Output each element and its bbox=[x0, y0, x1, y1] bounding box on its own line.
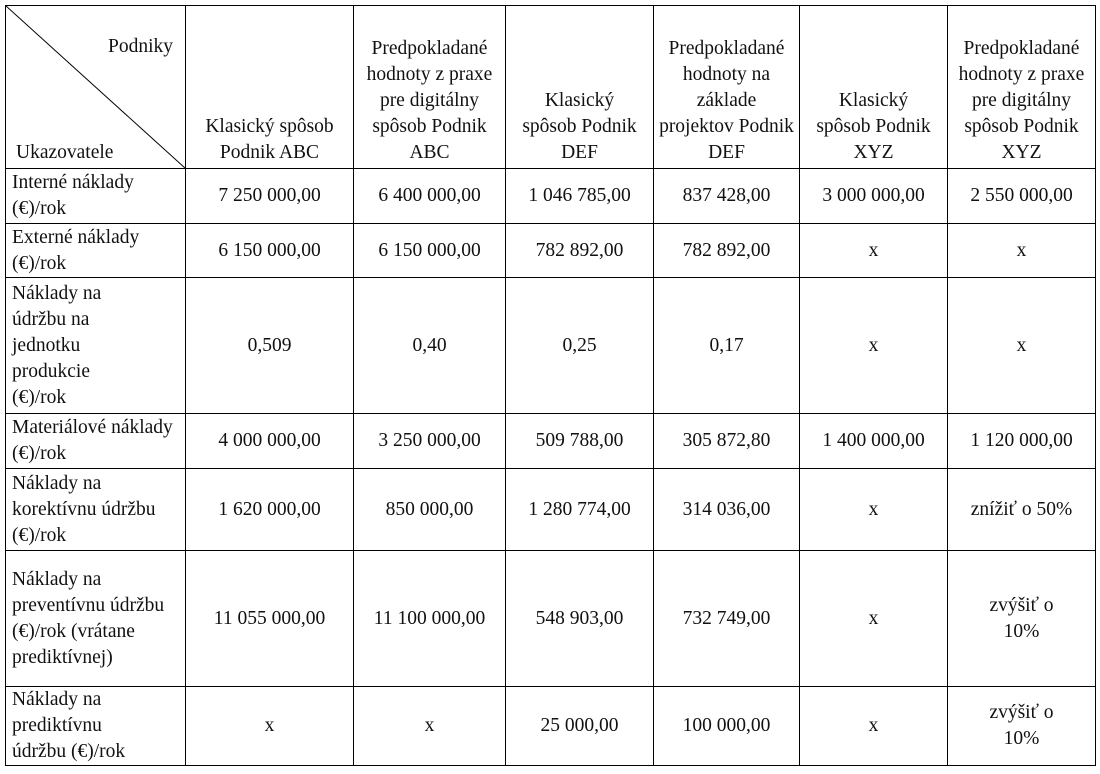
table-cell: 548 903,00 bbox=[506, 551, 654, 687]
table-cell: 6 150 000,00 bbox=[354, 224, 506, 278]
corner-label-indicators: Ukazovatele bbox=[16, 142, 114, 163]
table-cell: 305 872,80 bbox=[654, 414, 800, 469]
table-cell: 0,17 bbox=[654, 278, 800, 414]
corner-cell bbox=[6, 6, 186, 169]
table-cell: 4 000 000,00 bbox=[186, 414, 354, 469]
table-cell: 850 000,00 bbox=[354, 469, 506, 551]
row-label: Náklady na údržbu na jednotku produkcie (€)/rok bbox=[6, 278, 186, 414]
table-cell: 782 892,00 bbox=[654, 224, 800, 278]
table-cell: 782 892,00 bbox=[506, 224, 654, 278]
column-header: Klasický spôsob Podnik XYZ bbox=[800, 6, 948, 169]
table-cell: 1 280 774,00 bbox=[506, 469, 654, 551]
column-header: Predpokladané hodnoty na základe projektov Podnik DEF bbox=[654, 6, 800, 169]
table-cell: x bbox=[354, 687, 506, 766]
row-label: Náklady na korektívnu údržbu (€)/rok bbox=[6, 469, 186, 551]
column-header: Klasický spôsob Podnik DEF bbox=[506, 6, 654, 169]
table-cell: 509 788,00 bbox=[506, 414, 654, 469]
column-header: Predpokladané hodnoty z praxe pre digitálny spôsob Podnik ABC bbox=[354, 6, 506, 169]
table-cell: 11 100 000,00 bbox=[354, 551, 506, 687]
row-label: Materiálové náklady (€)/rok bbox=[6, 414, 186, 469]
table-cell: 2 550 000,00 bbox=[948, 169, 1096, 224]
row-label: Interné náklady (€)/rok bbox=[6, 169, 186, 224]
table-cell: x bbox=[948, 224, 1096, 278]
cost-comparison-table bbox=[5, 5, 1096, 766]
table-row bbox=[6, 414, 1096, 469]
header-row bbox=[6, 6, 1096, 169]
table-cell: 25 000,00 bbox=[506, 687, 654, 766]
table-cell: x bbox=[186, 687, 354, 766]
corner-label-companies: Podniky bbox=[107, 36, 173, 57]
table-row bbox=[6, 278, 1096, 414]
table-cell: 837 428,00 bbox=[654, 169, 800, 224]
table-row bbox=[6, 687, 1096, 766]
row-label: Náklady na preventívnu údržbu (€)/rok (vrátane prediktívnej) bbox=[6, 551, 186, 687]
table-cell: 0,40 bbox=[354, 278, 506, 414]
table-row bbox=[6, 169, 1096, 224]
table-cell: 0,25 bbox=[506, 278, 654, 414]
table-cell: 1 046 785,00 bbox=[506, 169, 654, 224]
table-cell: x bbox=[800, 687, 948, 766]
table-cell: 1 120 000,00 bbox=[948, 414, 1096, 469]
column-header: Klasický spôsob Podnik ABC bbox=[186, 6, 354, 169]
table-cell: 6 400 000,00 bbox=[354, 169, 506, 224]
table-cell: 732 749,00 bbox=[654, 551, 800, 687]
row-label: Náklady na prediktívnu údržbu (€)/rok bbox=[6, 687, 186, 766]
table-cell: zvýšiť o 10% bbox=[948, 551, 1096, 687]
table-row bbox=[6, 224, 1096, 278]
table-cell: 0,509 bbox=[186, 278, 354, 414]
table-row bbox=[6, 469, 1096, 551]
table-cell: x bbox=[800, 224, 948, 278]
table-cell: 3 250 000,00 bbox=[354, 414, 506, 469]
table-cell: 3 000 000,00 bbox=[800, 169, 948, 224]
table-cell: 6 150 000,00 bbox=[186, 224, 354, 278]
table-row bbox=[6, 551, 1096, 687]
row-label: Externé náklady (€)/rok bbox=[6, 224, 186, 278]
table-cell: x bbox=[948, 278, 1096, 414]
table-cell: zvýšiť o 10% bbox=[948, 687, 1096, 766]
table-cell: x bbox=[800, 469, 948, 551]
table-cell: 1 620 000,00 bbox=[186, 469, 354, 551]
table-cell: x bbox=[800, 278, 948, 414]
column-header: Predpokladané hodnoty z praxe pre digitálny spôsob Podnik XYZ bbox=[948, 6, 1096, 169]
table-cell: 100 000,00 bbox=[654, 687, 800, 766]
table-cell: 314 036,00 bbox=[654, 469, 800, 551]
table-cell: 11 055 000,00 bbox=[186, 551, 354, 687]
table-cell: 1 400 000,00 bbox=[800, 414, 948, 469]
table-cell: x bbox=[800, 551, 948, 687]
table-cell: 7 250 000,00 bbox=[186, 169, 354, 224]
table-cell: znížiť o 50% bbox=[948, 469, 1096, 551]
